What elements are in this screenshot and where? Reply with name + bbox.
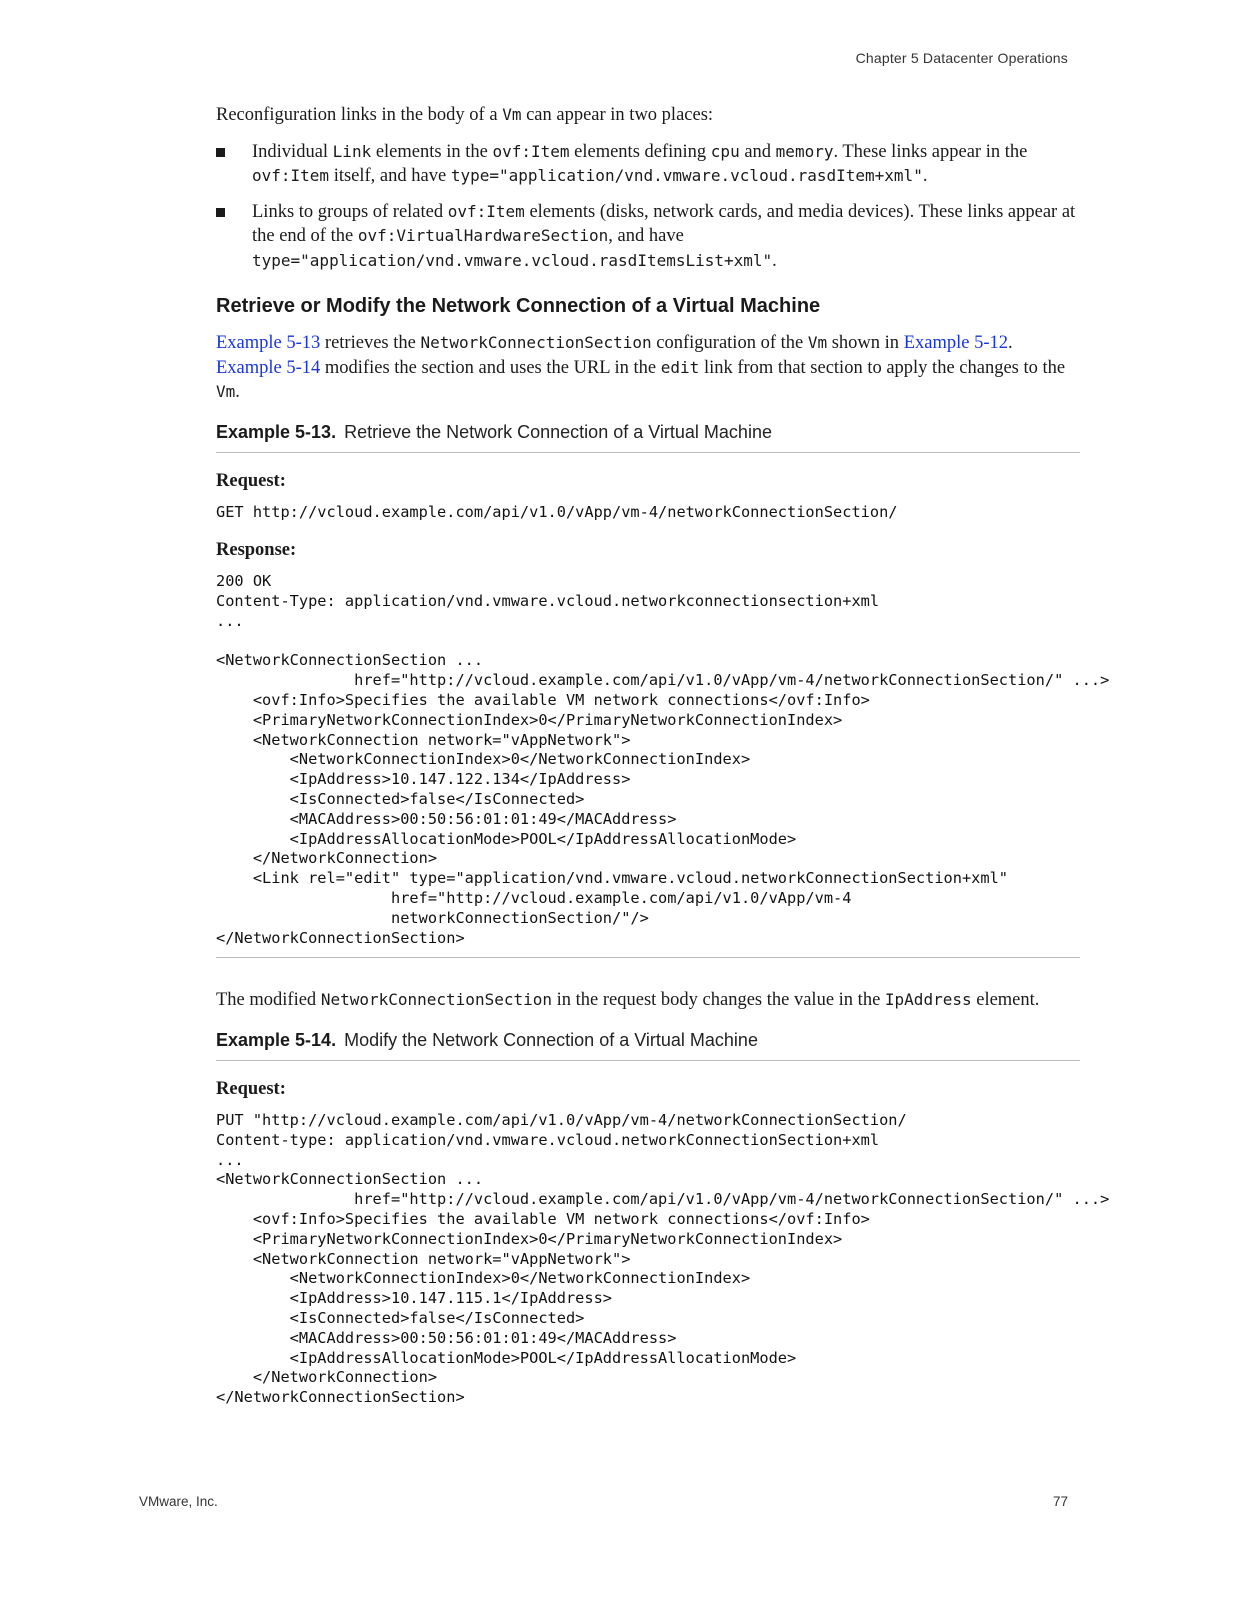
bullet1-text-5: . These links appear in the bbox=[833, 141, 1028, 162]
intro-text-2: can appear in two places: bbox=[521, 105, 714, 125]
bullet2-text-2: elements (disks, network cards, and media devices). These links appear at the end of the bbox=[252, 201, 1076, 246]
example-5-13-title bbox=[216, 421, 1080, 453]
bullet-square-icon bbox=[216, 208, 225, 217]
section-text-6: link from that section to apply the changes to the bbox=[699, 357, 1066, 378]
bullet2-text-4: . bbox=[772, 250, 777, 271]
link-example-5-13[interactable]: Example 5-13 bbox=[216, 333, 321, 353]
page-content bbox=[216, 100, 1110, 1408]
example-title-text: Modify the Network Connection of a Virtual Machine bbox=[344, 1029, 758, 1050]
section-text-4: . bbox=[1007, 333, 1013, 353]
example-5-14-title bbox=[216, 1029, 1080, 1061]
section-paragraph bbox=[216, 331, 1080, 405]
request-label: Request: bbox=[216, 470, 286, 491]
bullet1-text-1: Individual bbox=[252, 141, 333, 162]
link-example-5-14[interactable]: Example 5-14 bbox=[216, 357, 321, 378]
section-text-5: modifies the section and uses the URL in the bbox=[320, 357, 661, 378]
link-example-5-12[interactable]: Example 5-12 bbox=[903, 333, 1008, 353]
intro-paragraph bbox=[216, 103, 1080, 128]
section-code-3: edit bbox=[660, 357, 700, 377]
mid-text-1: The modified bbox=[216, 990, 321, 1011]
intro-text-1: Reconfiguration links in the body of a bbox=[216, 105, 503, 125]
example-label: Example 5-14. bbox=[216, 1029, 337, 1050]
response-code-block: 200 OK Content-Type: application/vnd.vmware.vcloud.networkconnectionsection+xml ... <NetworkConnectionSection ... href="http://vcloud.example.com/api/v1.0/vApp/vm-4/networkConnectionSection/" ...> <ovf:Info>Specifies the available VM network connections</ovf:Info> <PrimaryNetworkConnectionIndex>0</PrimaryNetworkConnectionIndex> <NetworkConnection network="vAppNetwork"> <NetworkConnectionIndex>0</NetworkConnectionIndex> <IpAddress>10.147.122.134</IpAddress> <IsConnected>false</IsConnected> <MACAddress>00:50:56:01:01:49</MACAddress> <IpAddressAllocationMode>POOL</IpAddressAllocationMode> </NetworkConnection> <Link rel="edit" type="application/vnd.vmware.vcloud.networkConnectionSection+xml" href="http://vcloud.example.com/api/v1.0/vApp/vm-4 networkConnectionSection/"/> </NetworkConnectionSection> bbox=[216, 572, 1110, 947]
bullet1-text-4: and bbox=[739, 141, 776, 162]
section-text-7: . bbox=[235, 382, 240, 402]
request-code-block: GET http://vcloud.example.com/api/v1.0/vApp/vm-4/networkConnectionSection/ bbox=[216, 502, 898, 521]
bullet1-text-3: elements defining bbox=[569, 141, 711, 162]
section-text-1: retrieves the bbox=[320, 333, 421, 353]
bullet1-text-7: . bbox=[922, 166, 928, 186]
bullet2-code-3: type="application/vnd.vmware.vcloud.rasdItemsList+xml" bbox=[252, 250, 773, 270]
bullet1-code-5: ovf:Item bbox=[252, 166, 330, 185]
section-text-2: configuration of the bbox=[651, 333, 808, 353]
example-label: Example 5-13. bbox=[216, 421, 337, 442]
footer-company: VMware, Inc. bbox=[139, 1494, 218, 1509]
bullet1-code-3: cpu bbox=[710, 141, 740, 161]
bullet1-code-6: type="application/vnd.vmware.vcloud.rasdItem+xml" bbox=[450, 166, 923, 185]
bullet1-code-2: ovf:Item bbox=[492, 141, 570, 161]
bullet-list bbox=[216, 140, 1080, 274]
page-number: 77 bbox=[1052, 1494, 1068, 1509]
mid-text-2: in the request body changes the value in the bbox=[552, 990, 885, 1011]
section-text-3: shown in bbox=[827, 333, 904, 353]
intro-code-vm: Vm bbox=[502, 105, 522, 124]
section-code-4: Vm bbox=[216, 382, 236, 401]
bullet-square-icon bbox=[216, 148, 225, 157]
mid-paragraph bbox=[216, 988, 1080, 1013]
example-title-text: Retrieve the Network Connection of a Virtual Machine bbox=[344, 421, 772, 442]
request-code-block: PUT "http://vcloud.example.com/api/v1.0/vApp/vm-4/networkConnectionSection/ Content-type: application/vnd.vmware.vcloud.networkConnectionSection+xml ... <NetworkConnectionSection ... href="http://vcloud.example.com/api/v1.0/vApp/vm-4/networkConnectionSection/" ...> <ovf:Info>Specifies the available VM network connections</ovf:Info> <PrimaryNetworkConnectionIndex>0</PrimaryNetworkConnectionIndex> <NetworkConnection network="vAppNetwork"> <NetworkConnectionIndex>0</NetworkConnectionIndex> <IpAddress>10.147.115.1</IpAddress> <IsConnected>false</IsConnected> <MACAddress>00:50:56:01:01:49</MACAddress> <IpAddressAllocationMode>POOL</IpAddressAllocationMode> </NetworkConnection> </NetworkConnectionSection> bbox=[216, 1110, 1110, 1407]
bullet1-code-1: Link bbox=[332, 141, 372, 161]
bullet2-text-3: , and have bbox=[608, 226, 684, 246]
section-code-2: Vm bbox=[807, 333, 828, 352]
bullet1-text-2: elements in the bbox=[371, 141, 493, 162]
mid-text-3: element. bbox=[971, 990, 1040, 1011]
bullet1-code-4: memory bbox=[775, 141, 834, 161]
request-label: Request: bbox=[216, 1078, 286, 1099]
response-label: Response: bbox=[216, 540, 297, 561]
example-divider bbox=[216, 957, 1080, 958]
mid-code-2: IpAddress bbox=[884, 990, 972, 1010]
section-code-1: NetworkConnectionSection bbox=[420, 333, 652, 352]
bullet1-text-6: itself, and have bbox=[329, 166, 451, 186]
bullet-item-1 bbox=[216, 140, 1080, 189]
bullet2-code-2: ovf:VirtualHardwareSection bbox=[357, 226, 609, 245]
running-header: Chapter 5 Datacenter Operations bbox=[855, 50, 1068, 66]
bullet-item-2 bbox=[216, 200, 1080, 274]
bullet2-text-1: Links to groups of related bbox=[252, 201, 448, 222]
bullet2-code-1: ovf:Item bbox=[447, 201, 525, 221]
mid-code-1: NetworkConnectionSection bbox=[320, 990, 552, 1010]
section-heading: Retrieve or Modify the Network Connection of a Virtual Machine bbox=[216, 295, 821, 317]
